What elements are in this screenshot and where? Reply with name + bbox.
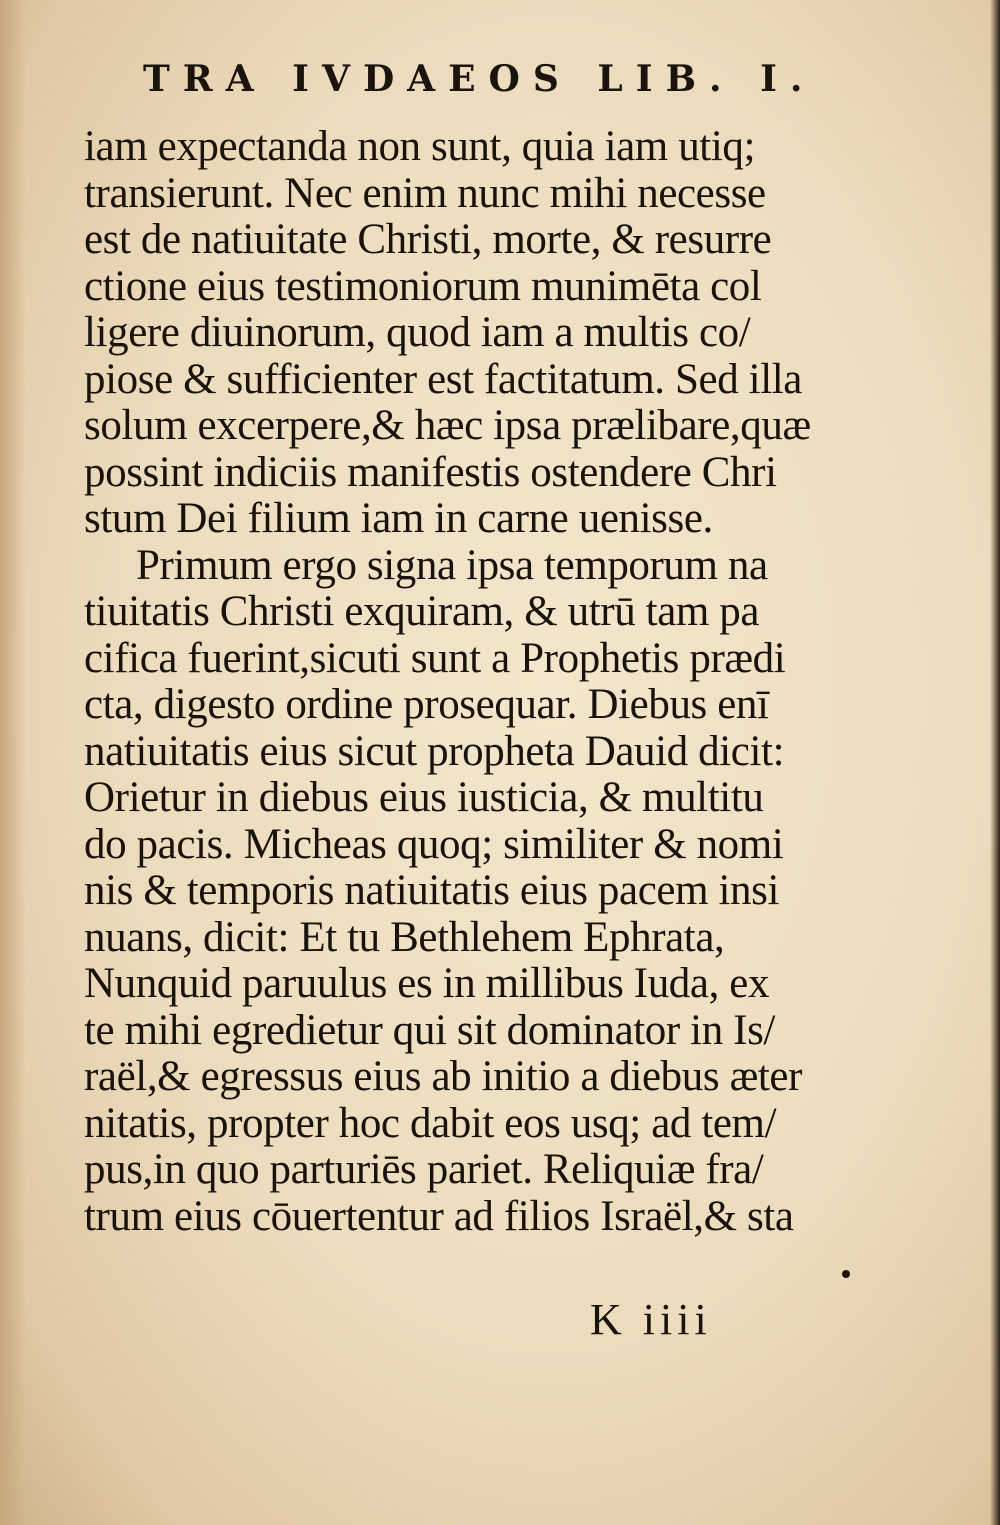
text-line: cifica fuerint,sicuti sunt a Prophetis prædi [84,635,786,682]
text-line: raël,& egressus eius ab initio a diebus æter [84,1054,802,1100]
text-line: possint indiciis manifestis ostendere Chri [84,449,777,496]
paragraph-start-line: Primum ergo signa ipsa temporum na [136,542,768,589]
text-line: stum Dei filium iam in carne uenisse. [84,496,713,542]
text-line: iam expectanda non sunt, quia iam utiq; [84,124,756,170]
text-line: Orietur in diebus eius iusticia, & multitu [84,775,764,821]
text-line: nitatis, propter hoc dabit eos usq; ad tem/ [84,1100,777,1147]
text-line: Nunquid paruulus es in millibus Iuda, ex [84,961,770,1007]
text-line: pus,in quo parturiēs pariet. Reliquiæ fra/ [84,1147,764,1193]
text-line: ligere diuinorum, quod iam a multis co/ [84,310,751,356]
text-line: nuans, dicit: Et tu Bethlehem Ephrata, [84,914,725,961]
text-line: transierunt. Nec enim nunc mihi necesse [84,170,766,217]
margin-dot-mark [842,1270,850,1278]
text-line: natiuitatis eius sicut propheta Dauid dicit: [84,728,785,775]
text-line: est de natiuitate Christi, morte, & resurre [84,217,772,263]
text-line: solum excerpere,& hæc ipsa prælibare,quæ [84,403,811,449]
signature-mark: K iiii [590,1295,712,1344]
main-text-block [84,124,824,1240]
running-header: TRA IVDAEOS LIB. I. [143,58,816,100]
text-line: do pacis. Micheas quoq; similiter & nomi [84,821,784,868]
text-line: tiuitatis Christi exquiram, & utrū tam pa [84,589,760,635]
text-line: piose & sufficienter est factitatum. Sed illa [84,356,802,403]
text-line: nis & temporis natiuitatis eius pacem insi [84,868,779,914]
text-line: trum eius cōuertentur ad filios Israël,& sta [84,1193,794,1240]
text-line: cta, digesto ordine prosequar. Diebus enī [84,682,769,728]
text-line: ctione eius testimoniorum munimēta col [84,263,762,310]
text-line: te mihi egredietur qui sit dominator in Is/ [84,1007,775,1054]
